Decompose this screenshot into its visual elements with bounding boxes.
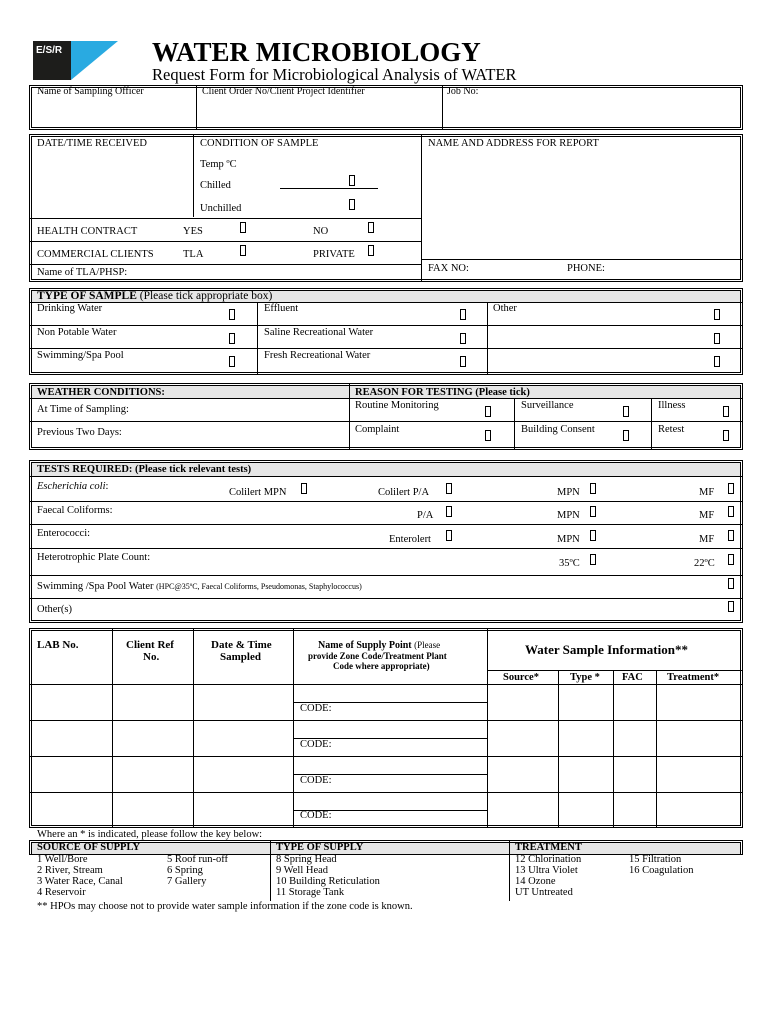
sample-type-title: TYPE OF SAMPLE (37, 290, 137, 302)
yes-checkbox[interactable] (240, 222, 246, 233)
colilert-mpn-label: Colilert MPN (229, 487, 287, 498)
entero-mf-checkbox[interactable] (728, 530, 734, 541)
treatment-key-item: 14 Ozone (515, 876, 556, 887)
routine-checkbox[interactable] (485, 406, 491, 417)
tla-label: TLA (183, 249, 204, 260)
name-address-label: NAME AND ADDRESS FOR REPORT (428, 138, 599, 149)
source-header: Source* (503, 672, 539, 683)
source-key-item: 2 River, Stream (37, 865, 103, 876)
entero-label: Enterococci: (37, 528, 91, 539)
other-label: Other (493, 303, 517, 314)
treatment-key-item: UT Untreated (515, 887, 573, 898)
supply-header-1 (318, 641, 440, 651)
commercial-clients-label: COMMERCIAL CLIENTS (37, 249, 154, 260)
faecal-pa-label: P/A (417, 510, 434, 521)
reason-heading: REASON FOR TESTING (Please tick) (355, 387, 530, 398)
supply-header-title: Name of Supply Point (318, 640, 412, 651)
weather-heading: WEATHER CONDITIONS: (37, 387, 165, 398)
building-consent-label: Building Consent (521, 424, 595, 435)
faecal-mf-label: MF (699, 510, 715, 521)
faecal-mf-checkbox[interactable] (728, 506, 734, 517)
page-title: WATER MICROBIOLOGY (152, 37, 481, 67)
hpc-35-checkbox[interactable] (590, 554, 596, 565)
row2-other-checkbox[interactable] (714, 333, 720, 344)
others-label: Other(s) (37, 604, 72, 615)
ecoli-mpn-label: MPN (557, 487, 580, 498)
swimming-tests-name: Swimming /Spa Pool Water (37, 581, 154, 592)
enterolert-label: Enterolert (389, 534, 431, 545)
ecoli-mf-checkbox[interactable] (728, 483, 734, 494)
illness-label: Illness (658, 400, 686, 411)
source-key-heading: SOURCE OF SUPPLY (37, 842, 141, 853)
treatment-key-heading: TREATMENT (515, 842, 582, 853)
sample-type-note: (Please tick appropriate box) (139, 290, 273, 302)
code-label-3: CODE: (300, 775, 332, 786)
saline-checkbox[interactable] (460, 333, 466, 344)
colilert-pa-label: Colilert P/A (378, 487, 430, 498)
no-checkbox[interactable] (368, 222, 374, 233)
sample-type-heading (37, 291, 272, 303)
hpc-22-checkbox[interactable] (728, 554, 734, 565)
hpc-35-label: 35ºC (559, 558, 580, 569)
chilled-label: Chilled (200, 180, 231, 191)
effluent-label: Effluent (264, 303, 299, 314)
temp-label: Temp ºC (200, 159, 237, 170)
drinking-water-checkbox[interactable] (229, 309, 235, 320)
footnote: ** HPOs may choose not to provide water sample information if the zone code is known. (37, 901, 413, 912)
treatment-key-item: 12 Chlorination (515, 854, 582, 865)
supply-header-3: Code where appropriate) (333, 661, 430, 671)
code-label-1: CODE: (300, 703, 332, 714)
surveillance-label: Surveillance (521, 400, 574, 411)
sample-row-4[interactable] (31, 794, 741, 826)
lab-no-header: LAB No. (37, 639, 79, 651)
code-label-4: CODE: (300, 810, 332, 821)
type-key-item: 8 Spring Head (276, 854, 337, 865)
client-ref-header-2: No. (143, 651, 160, 663)
sample-row-1[interactable] (31, 686, 741, 719)
type-header: Type * (570, 672, 600, 683)
name-tla-label: Name of TLA/PHSP: (37, 267, 128, 278)
illness-checkbox[interactable] (723, 406, 729, 417)
source-key-item: 7 Gallery (167, 876, 207, 887)
swimming-pool-checkbox[interactable] (229, 356, 235, 367)
swimming-tests-note: (HPC@35ºC, Faecal Coliforms, Pseudomonas, Staphylococcus) (156, 582, 362, 591)
other-checkbox[interactable] (714, 309, 720, 320)
fresh-recreational-label: Fresh Recreational Water (264, 350, 371, 361)
source-key-item: 3 Water Race, Canal (37, 876, 123, 887)
condition-label: CONDITION OF SAMPLE (200, 138, 319, 149)
source-key-item: 5 Roof run-off (167, 854, 229, 865)
phone-label: PHONE: (567, 263, 605, 274)
faecal-mpn-checkbox[interactable] (590, 506, 596, 517)
treatment-key-item: 16 Coagulation (629, 865, 694, 876)
drinking-water-label: Drinking Water (37, 303, 103, 314)
effluent-checkbox[interactable] (460, 309, 466, 320)
supply-header-2: provide Zone Code/Treatment Plant (308, 651, 447, 661)
faecal-mpn-label: MPN (557, 510, 580, 521)
swimming-tests-label (37, 582, 362, 593)
colilert-mpn-checkbox[interactable] (301, 483, 307, 494)
source-key-item: 6 Spring (167, 865, 203, 876)
esr-logo (33, 41, 118, 80)
yes-label: YES (183, 226, 203, 237)
ecoli-label (37, 482, 108, 493)
complaint-label: Complaint (355, 424, 400, 435)
sampling-officer-label: Name of Sampling Officer (37, 86, 144, 97)
job-no-label: Job No: (447, 86, 479, 97)
faecal-label: Faecal Coliforms: (37, 505, 113, 516)
others-checkbox[interactable] (728, 601, 734, 612)
swimming-pool-label: Swimming/Spa Pool (37, 350, 124, 361)
source-key-item: 1 Well/Bore (37, 854, 88, 865)
job-no-field[interactable] (444, 98, 740, 126)
fax-label: FAX NO: (428, 263, 469, 274)
client-order-field[interactable] (198, 98, 440, 126)
tests-heading: TESTS REQUIRED: (Please tick relevant tests) (37, 464, 252, 475)
non-potable-label: Non Potable Water (37, 327, 117, 338)
building-consent-checkbox[interactable] (623, 430, 629, 441)
fac-header: FAC (622, 672, 643, 683)
sampling-officer-field[interactable] (32, 98, 194, 126)
faecal-pa-checkbox[interactable] (446, 506, 452, 517)
complaint-checkbox[interactable] (485, 430, 491, 441)
client-order-label: Client Order No/Client Project Identifier (202, 86, 365, 97)
retest-checkbox[interactable] (723, 430, 729, 441)
logo-triangle (71, 41, 118, 80)
ecoli-colon: : (105, 481, 109, 492)
entero-mpn-label: MPN (557, 534, 580, 545)
source-key-item: 4 Reservoir (37, 887, 86, 898)
water-info-header: Water Sample Information** (525, 642, 688, 657)
private-checkbox[interactable] (368, 245, 374, 256)
retest-label: Retest (658, 424, 685, 435)
enterolert-checkbox[interactable] (446, 530, 452, 541)
colilert-pa-checkbox[interactable] (446, 483, 452, 494)
ecoli-name: Escherichia coli (37, 481, 106, 492)
treatment-key-item: 15 Filtration (629, 854, 682, 865)
ecoli-mpn-checkbox[interactable] (590, 483, 596, 494)
unchilled-label: Unchilled (200, 203, 242, 214)
unchilled-checkbox[interactable] (349, 199, 355, 210)
no-label: NO (313, 226, 329, 237)
ecoli-mf-label: MF (699, 487, 715, 498)
logo-text: E/S/R (36, 45, 63, 56)
type-key-item: 11 Storage Tank (276, 887, 345, 898)
row3-other-checkbox[interactable] (714, 356, 720, 367)
temp-underline (280, 188, 378, 189)
sample-row-3[interactable] (31, 758, 741, 791)
hpc-22-label: 22ºC (694, 558, 715, 569)
saline-label: Saline Recreational Water (264, 327, 374, 338)
date-time-header-1: Date & Time (211, 639, 272, 651)
sample-row-2[interactable] (31, 722, 741, 755)
page-subtitle: Request Form for Microbiological Analysis of WATER (152, 65, 517, 84)
previous-days-label: Previous Two Days: (37, 427, 122, 438)
tla-checkbox[interactable] (240, 245, 246, 256)
treatment-header: Treatment* (667, 672, 720, 683)
entero-mf-label: MF (699, 534, 715, 545)
entero-mpn-checkbox[interactable] (590, 530, 596, 541)
key-intro: Where an * is indicated, please follow the key below: (37, 829, 263, 840)
routine-label: Routine Monitoring (355, 400, 439, 411)
non-potable-checkbox[interactable] (229, 333, 235, 344)
type-key-item: 10 Building Reticulation (276, 876, 380, 887)
fresh-recreational-checkbox[interactable] (460, 356, 466, 367)
date-time-received-label: DATE/TIME RECEIVED (37, 138, 147, 149)
date-time-header-2: Sampled (220, 651, 261, 663)
chilled-checkbox[interactable] (349, 175, 355, 186)
surveillance-checkbox[interactable] (623, 406, 629, 417)
treatment-key-item: 13 Ultra Violet (515, 865, 578, 876)
code-label-2: CODE: (300, 739, 332, 750)
swimming-tests-checkbox[interactable] (728, 578, 734, 589)
supply-header-please: (Please (414, 640, 441, 650)
private-label: PRIVATE (313, 249, 355, 260)
client-ref-header-1: Client Ref (126, 639, 174, 651)
type-key-heading: TYPE OF SUPPLY (276, 842, 364, 853)
type-key-item: 9 Well Head (276, 865, 329, 876)
at-time-label: At Time of Sampling: (37, 404, 129, 415)
health-contract-label: HEALTH CONTRACT (37, 226, 138, 237)
hpc-label: Heterotrophic Plate Count: (37, 552, 151, 563)
